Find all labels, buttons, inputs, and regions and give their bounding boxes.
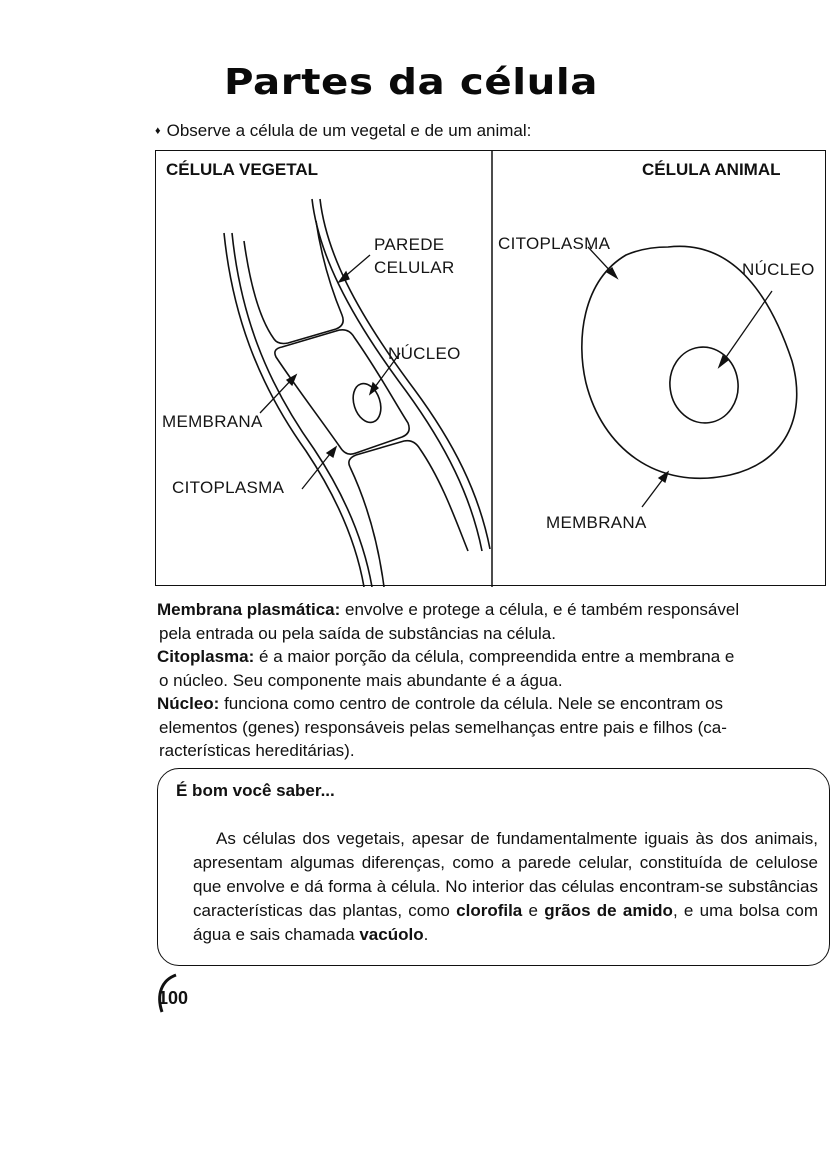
definitions-list — [157, 598, 833, 763]
label-membrana-vegetal: MEMBRANA — [162, 412, 263, 431]
definition-nucleo-line-2: elementos (genes) responsáveis pelas semelhanças entre pais e filhos (ca- — [159, 717, 727, 737]
plant-wall-outer-left — [224, 233, 364, 587]
plant-lower-cell — [349, 441, 468, 551]
definition-membrana-line-1: envolve e protege a célula, e é também responsável — [345, 600, 740, 619]
definition-membrana — [157, 598, 833, 645]
info-box — [157, 768, 830, 966]
label-parede-1: PAREDE — [374, 235, 445, 254]
page-number: 100 — [158, 988, 189, 1008]
label-nucleo-animal: NÚCLEO — [742, 260, 815, 279]
animal-arrows — [588, 247, 772, 507]
definition-membrana-line-2: pela entrada ou pela saída de substâncias na célula. — [159, 623, 556, 643]
bullet-diamond-icon: ♦ — [155, 125, 161, 137]
label-membrana-animal: MEMBRANA — [546, 513, 647, 532]
definition-citoplasma-line-1: é a maior porção da célula, compreendida entre a membrana e — [259, 647, 735, 666]
cell-diagram-svg — [156, 151, 827, 587]
info-bold-clorofila: clorofila — [456, 901, 523, 920]
info-box-text — [193, 827, 818, 947]
arrow-nucleo-animal — [722, 291, 772, 363]
info-text-part-4: . — [423, 925, 429, 944]
animal-cell-heading: CÉLULA ANIMAL — [642, 160, 781, 179]
definition-nucleo — [157, 692, 833, 763]
plant-arrows — [260, 255, 400, 489]
info-text-part-1: As células dos vegetais, apesar de fundamentalmente iguais às dos animais, apresentam algumas diferenças, como a parede celular, constituída de celulose que envolve e dá forma à célula. No interior das células encontram-se substâncias características das plantas, como — [193, 829, 818, 920]
intro-text: Observe a célula de um vegetal e de um animal: — [166, 121, 532, 140]
animal-membrane — [582, 246, 797, 478]
definition-citoplasma — [157, 645, 833, 692]
label-nucleo-vegetal: NÚCLEO — [388, 344, 461, 363]
plant-nucleus — [348, 380, 385, 426]
label-parede-2: CELULAR — [374, 258, 455, 277]
animal-nucleus — [665, 343, 743, 428]
term-membrana: Membrana plasmática: — [157, 600, 341, 619]
definition-citoplasma-line-2: o núcleo. Seu componente mais abundante é a água. — [159, 670, 563, 690]
label-citoplasma-animal: CITOPLASMA — [498, 234, 611, 253]
term-nucleo: Núcleo: — [157, 694, 220, 713]
label-citoplasma-vegetal: CITOPLASMA — [172, 478, 285, 497]
definition-nucleo-line-1: funciona como centro de controle da célula. Nele se encontram os — [224, 694, 724, 713]
definition-nucleo-line-3: racterísticas hereditárias). — [159, 741, 355, 760]
intro-instruction — [155, 121, 531, 141]
page-title: Partes da célula — [223, 62, 599, 103]
info-text-part-2: e — [522, 901, 545, 920]
term-citoplasma: Citoplasma: — [157, 647, 255, 666]
info-box-heading: É bom você saber... — [176, 781, 335, 800]
info-text-part-3: , e uma bolsa com água e sais chamada — [193, 901, 818, 944]
cell-figure — [155, 150, 826, 586]
animal-cell-drawing — [582, 246, 797, 478]
info-bold-vacuolo: vacúolo — [359, 925, 424, 944]
info-bold-amido: grãos de amido — [544, 901, 673, 920]
plant-cell-heading: CÉLULA VEGETAL — [166, 160, 319, 179]
